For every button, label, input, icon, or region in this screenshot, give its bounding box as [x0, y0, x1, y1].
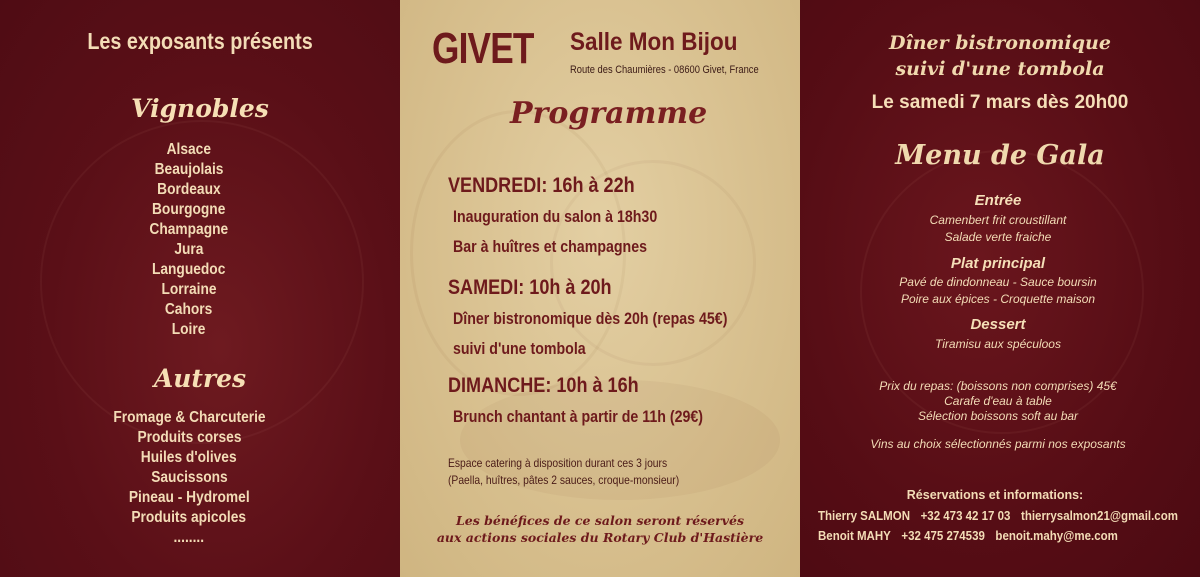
contact-email: thierrysalmon21@gmail.com [1021, 509, 1178, 523]
contact-name: Thierry SALMON [818, 509, 911, 523]
friday-hours: VENDREDI: 16h à 22h [448, 174, 635, 197]
menu-dish: Poire aux épices - Croquette maison [900, 292, 1096, 306]
saturday-activity: Dîner bistronomique dès 20h (repas 45€) [453, 310, 728, 328]
main-course-title: Plat principal [950, 255, 1046, 272]
exhibitors-heading: Les exposants présents [87, 28, 313, 54]
list-item: Alsace [166, 141, 212, 158]
contact-phone: +32 473 42 17 03 [920, 509, 1011, 523]
exhibitors-panel [0, 0, 400, 577]
list-item: Produits apicoles [131, 509, 247, 526]
sunday-activity: Brunch chantant à partir de 11h (29€) [453, 408, 703, 426]
menu-dish: Salade verte fraiche [944, 230, 1052, 244]
list-item: Bordeaux [157, 181, 221, 198]
others-title: Autres [153, 364, 247, 393]
list-item: Beaujolais [154, 161, 224, 178]
dinner-title-line: Dîner bistronomique [889, 32, 1111, 54]
dessert-title: Dessert [970, 316, 1026, 333]
drinks-info: Carafe d'eau à table [944, 394, 1052, 408]
list-item: Saucissons [150, 469, 228, 486]
programme-title: Programme [510, 96, 708, 131]
list-item: Bourgogne [152, 201, 226, 218]
saturday-activity: suivi d'une tombola [453, 340, 586, 358]
vineyards-title: Vignobles [131, 94, 269, 123]
list-item: Pineau - Hydromel [128, 489, 250, 506]
menu-dish: Pavé de dindonneau - Sauce boursin [899, 275, 1097, 289]
catering-menu: (Paella, huîtres, pâtes 2 sauces, croque-monsieur) [448, 473, 680, 487]
list-item: Lorraine [161, 281, 217, 298]
list-item: Champagne [149, 221, 229, 238]
list-item: Loire [172, 321, 206, 338]
benefits-note [400, 512, 800, 546]
sunday-hours: DIMANCHE: 10h à 16h [448, 374, 639, 397]
dinner-panel [800, 0, 1200, 577]
list-item: Fromage & Charcuterie [112, 409, 266, 426]
saturday-hours: SAMEDI: 10h à 20h [448, 276, 612, 299]
contact-email: benoit.mahy@me.com [995, 529, 1118, 543]
reservations-title: Réservations et informations: [906, 488, 1084, 502]
benefits-line: aux actions sociales du Rotary Club d'Hastière [436, 530, 764, 545]
starter-title: Entrée [974, 192, 1022, 209]
price-info: Prix du repas: (boissons non comprises) 45€ [879, 379, 1117, 393]
gala-menu-title: Menu de Gala [895, 140, 1105, 171]
town-name: GIVET [432, 24, 534, 73]
others-list [0, 408, 378, 548]
menu-dish: Camenbert frit croustillant [929, 213, 1067, 227]
friday-activity: Bar à huîtres et champagnes [453, 238, 647, 256]
contact-name: Benoit MAHY [818, 529, 891, 543]
venue-name: Salle Mon Bijou [570, 28, 738, 56]
drinks-info: Sélection boissons soft au bar [917, 409, 1079, 423]
list-item: Huiles d'olives [141, 449, 237, 466]
friday-activity: Inauguration du salon à 18h30 [453, 208, 658, 226]
list-item: Produits corses [136, 429, 242, 446]
benefits-line: Les bénéfices de ce salon seront réservés [455, 513, 745, 528]
contact-row [818, 529, 1125, 543]
programme-panel [400, 0, 800, 577]
menu-dish: Tiramisu aux spéculoos [935, 337, 1061, 351]
vineyards-list [0, 140, 378, 340]
contact-row [818, 509, 1185, 523]
dinner-title [800, 30, 1200, 82]
list-item: ........ [173, 529, 205, 546]
list-item: Cahors [165, 301, 213, 318]
contact-phone: +32 475 274539 [901, 529, 985, 543]
dinner-date: Le samedi 7 mars dès 20h00 [871, 92, 1129, 113]
list-item: Languedoc [152, 261, 226, 278]
dinner-title-line: suivi d'une tombola [895, 58, 1105, 80]
catering-note: Espace catering à disposition durant ces 3 jours [448, 456, 668, 470]
wines-info: Vins au choix sélectionnés parmi nos exposants [870, 437, 1126, 451]
list-item: Jura [174, 241, 204, 258]
venue-address: Route des Chaumières - 08600 Givet, France [570, 64, 759, 76]
